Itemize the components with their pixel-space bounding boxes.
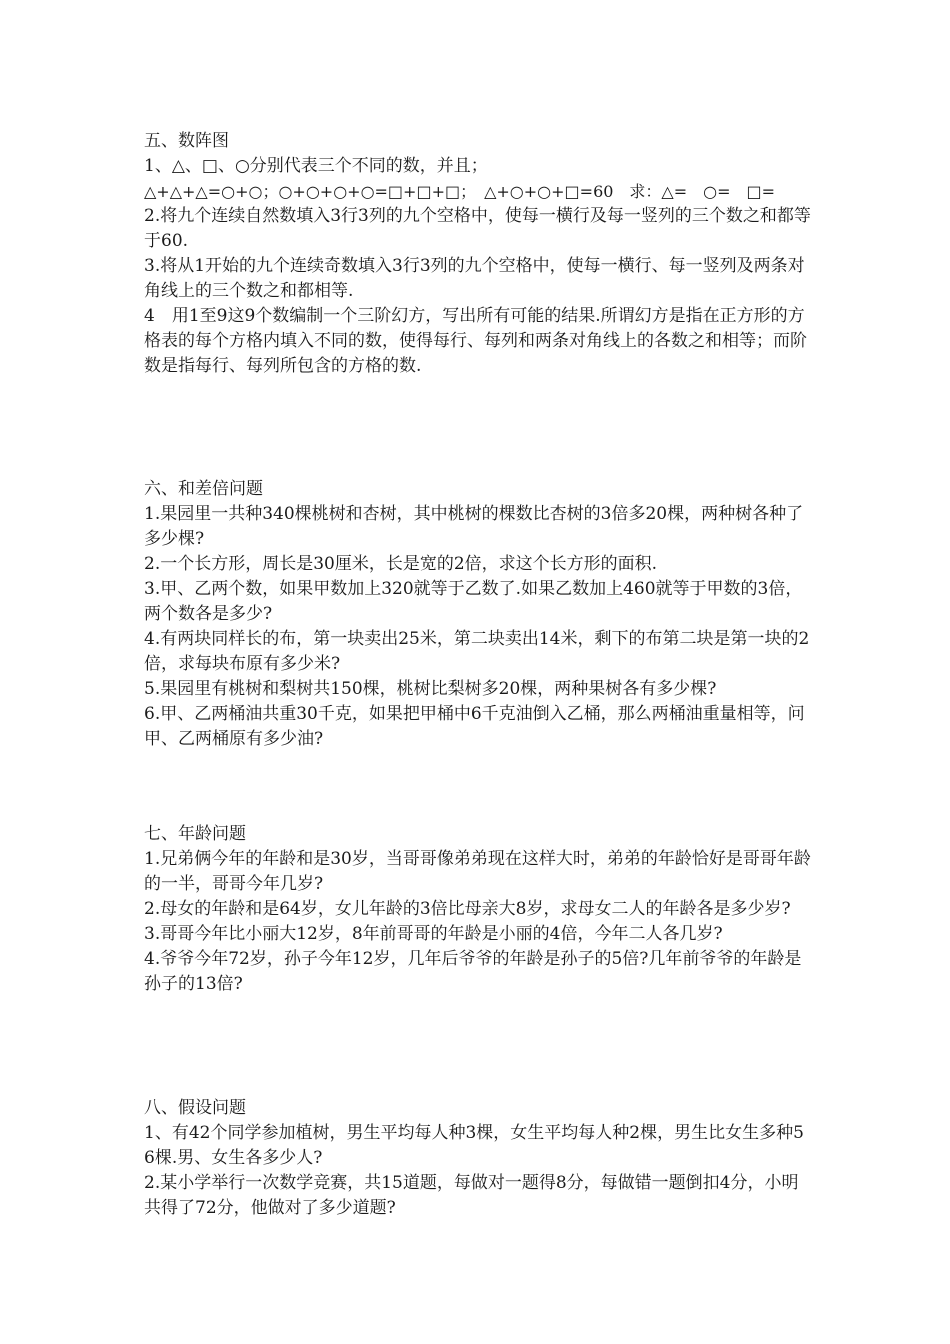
problem-text: 6.甲、乙两桶油共重30千克，如果把甲桶中6千克油倒入乙桶，那么两桶油重量相等，问甲、乙两桶原有多少油?: [144, 704, 805, 749]
problem-text: 3.哥哥今年比小丽大12岁，8年前哥哥的年龄是小丽的4倍，今年二人各几岁?: [144, 924, 723, 944]
problem-text: 4.有两块同样长的布，第一块卖出25米，第二块卖出14米，剩下的布第二块是第一块的2倍，求每块布原有多少米?: [144, 629, 810, 674]
section-number-array: [144, 129, 814, 379]
section-heading: 六、和差倍问题: [144, 479, 263, 499]
problem-text: 1.果园里一共种340棵桃树和杏树，其中桃树的棵数比杏树的3倍多20棵，两种树各种了多少棵?: [144, 504, 804, 549]
problem-text: 4.爷爷今年72岁，孙子今年12岁，几年后爷爷的年龄是孙子的5倍?几年前爷爷的年龄是孙子的13倍?: [144, 949, 802, 994]
problem-text: 1、有42个同学参加植树，男生平均每人种3棵，女生平均每人种2棵，男生比女生多种56棵.男、女生各多少人?: [144, 1123, 804, 1168]
problem-text: 2.某小学举行一次数学竞赛，共15道题，每做对一题得8分，每做错一题倒扣4分，小明共得了72分，他做对了多少道题?: [144, 1173, 799, 1218]
section-heading: 五、数阵图: [144, 131, 229, 151]
section-assumption-problems: [144, 1096, 814, 1221]
section-heading: 七、年龄问题: [144, 824, 246, 844]
problem-text: 5.果园里有桃树和梨树共150棵，桃树比梨树多20棵，两种果树各有多少棵?: [144, 679, 717, 699]
problem-text: 2.母女的年龄和是64岁，女儿年龄的3倍比母亲大8岁，求母女二人的年龄各是多少岁?: [144, 899, 791, 919]
section-sum-difference-multiple: [144, 477, 814, 752]
section-age-problems: [144, 822, 814, 997]
problem-text: 1.兄弟俩今年的年龄和是30岁，当哥哥像弟弟现在这样大时，弟弟的年龄恰好是哥哥年龄的一半，哥哥今年几岁?: [144, 849, 811, 894]
problem-text: 2.将九个连续自然数填入3行3列的九个空格中，使每一横行及每一竖列的三个数之和都等于60.: [144, 206, 811, 251]
problem-text: 3.甲、乙两个数，如果甲数加上320就等于乙数了.如果乙数加上460就等于甲数的3倍，两个数各是多少?: [144, 579, 803, 624]
problem-text: 1、△、□、○分别代表三个不同的数，并且；: [144, 156, 488, 176]
problem-formula: △+△+△=○+○；○+○+○+○=□+□+□； △+○+○+□=60 求：△= ○= □=: [144, 182, 776, 201]
problem-text: 3.将从1开始的九个连续奇数填入3行3列的九个空格中，使每一横行、每一竖列及两条对角线上的三个数之和都相等.: [144, 256, 805, 301]
problem-text: 4 用1至9这9个数编制一个三阶幻方，写出所有可能的结果.所谓幻方是指在正方形的方格表的每个方格内填入不同的数，使得每行、每列和两条对角线上的各数之和相等；而阶数是指每行、每列所包含的方格的数.: [144, 306, 807, 376]
problem-text: 2.一个长方形，周长是30厘米，长是宽的2倍，求这个长方形的面积.: [144, 554, 658, 574]
section-heading: 八、假设问题: [144, 1098, 246, 1118]
